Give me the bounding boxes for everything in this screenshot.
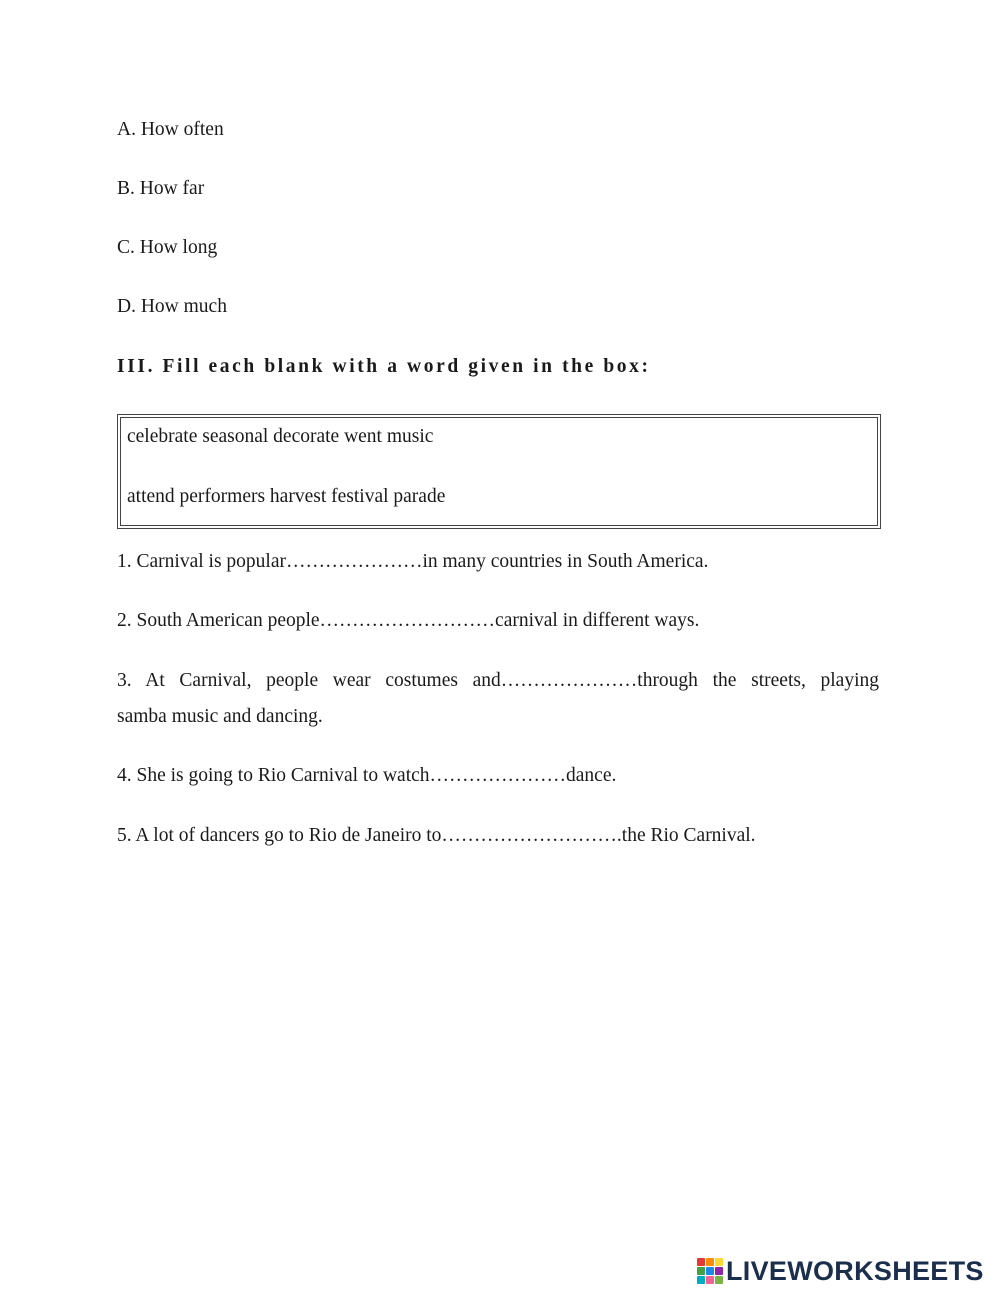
option-d: D. How much — [117, 296, 227, 317]
question-2: 2. South American people………………………carnival in different ways. — [117, 610, 700, 631]
logo-grid-cell — [697, 1258, 705, 1266]
logo-grid-cell — [706, 1258, 714, 1266]
question-3: 3. At Carnival, people wear costumes and…………………through the streets, playing — [117, 670, 879, 691]
option-a: A. How often — [117, 119, 224, 140]
word-box — [117, 414, 881, 529]
question-1: 1. Carnival is popular…………………in many countries in South America. — [117, 551, 709, 572]
question-4: 4. She is going to Rio Carnival to watch…………………dance. — [117, 765, 617, 786]
logo-text: LIVEWORKSHEETS — [726, 1256, 984, 1286]
logo-grid-cell — [706, 1267, 714, 1275]
question-3-continued: samba music and dancing. — [117, 706, 323, 727]
option-c: C. How long — [117, 237, 218, 258]
logo-grid-cell — [697, 1267, 705, 1275]
logo-grid-cell — [715, 1267, 723, 1275]
logo-grid-icon — [697, 1258, 723, 1284]
word-box-line-1: celebrate seasonal decorate went music — [127, 426, 434, 447]
logo-grid-cell — [697, 1276, 705, 1284]
option-b: B. How far — [117, 178, 205, 199]
logo-grid-cell — [715, 1258, 723, 1266]
section-heading: III. Fill each blank with a word given in the box: — [117, 356, 651, 377]
question-5: 5. A lot of dancers go to Rio de Janeiro to……………………….the Rio Carnival. — [117, 825, 756, 846]
logo-grid-cell — [706, 1276, 714, 1284]
logo-grid-cell — [715, 1276, 723, 1284]
liveworksheets-logo — [697, 1256, 984, 1286]
word-box-line-2: attend performers harvest festival parade — [127, 486, 446, 507]
